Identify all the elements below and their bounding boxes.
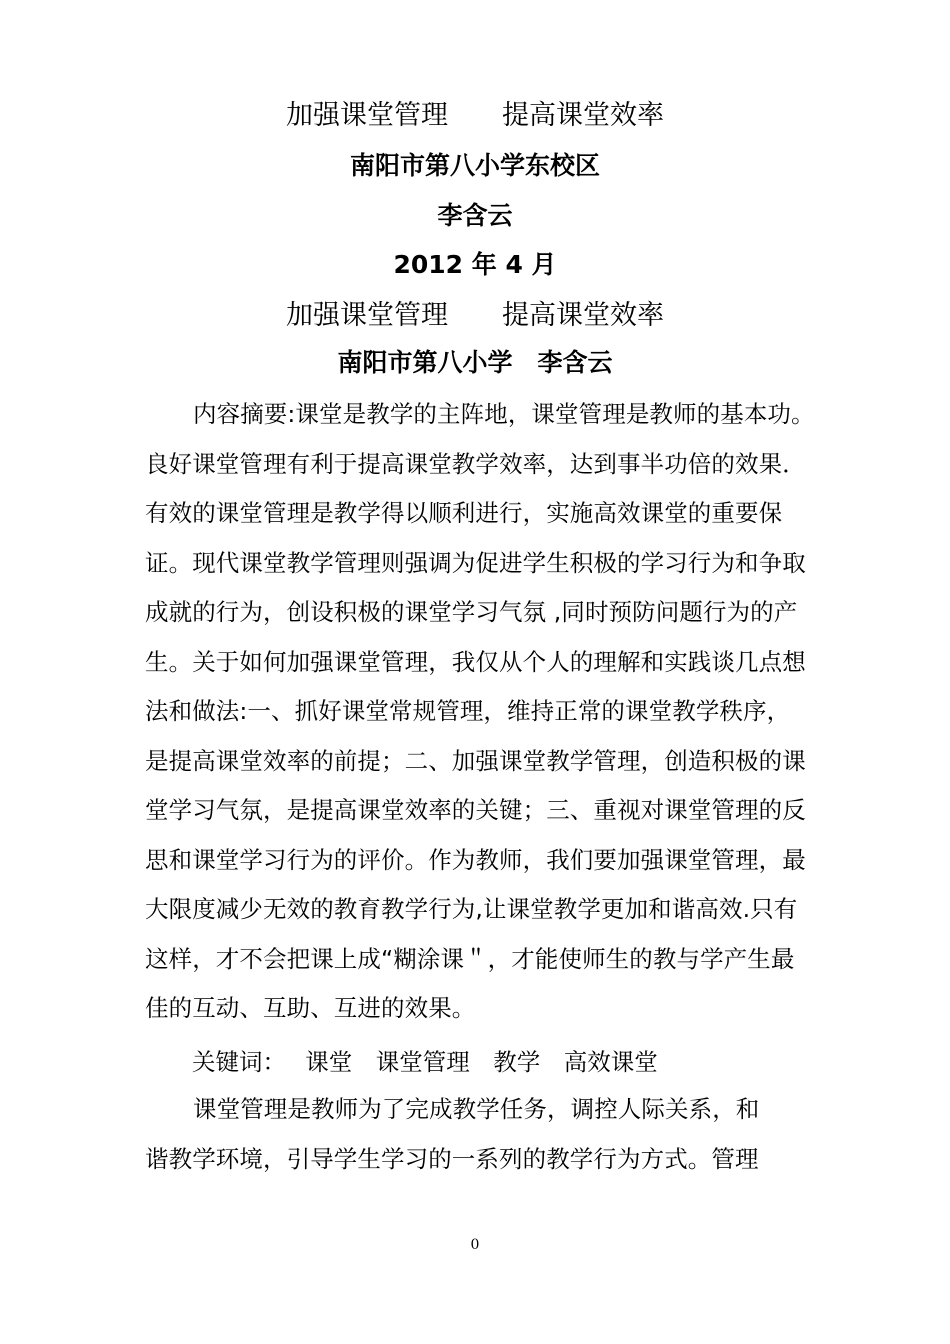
- abstract-line: 是提高课堂效率的前提；二、加强课堂教学管理，创造积极的课: [145, 746, 806, 775]
- body-paragraph: [145, 1085, 825, 1184]
- body-line: 谐教学环境，引导学生学习的一系列的教学行为方式。管理: [145, 1144, 759, 1173]
- abstract-line: 思和课堂学习行为的评价。作为教师，我们要加强课堂管理，最: [145, 845, 806, 874]
- abstract-line: 内容摘要:课堂是教学的主阵地，课堂管理是教师的基本功。: [193, 400, 815, 428]
- document-title: 加强课堂管理 提高课堂效率: [286, 100, 664, 131]
- school-author-line: 南阳市第八小学 李含云: [337, 348, 613, 377]
- abstract-line: 大限度减少无效的教育教学行为,让课堂教学更加和谐高效.只有: [145, 895, 798, 923]
- document-date: 2012 年 4 月: [393, 250, 557, 279]
- abstract-line: 这样，才不会把课上成“糊涂课＂，才能使师生的教与学产生最: [145, 944, 795, 973]
- body-line: 课堂管理是教师为了完成教学任务，调控人际关系，和: [193, 1095, 760, 1123]
- article-title: 加强课堂管理 提高课堂效率: [286, 300, 664, 331]
- abstract-line: 生。关于如何加强课堂管理，我仅从个人的理解和实践谈几点想: [145, 647, 806, 676]
- abstract-line: 有效的课堂管理是教学得以顺利进行，实施高效课堂的重要保: [145, 499, 783, 527]
- abstract-line: 良好课堂管理有利于提高课堂教学效率，达到事半功倍的效果．: [145, 449, 806, 478]
- abstract-line: 佳的互动、互助、互进的效果。: [145, 994, 476, 1022]
- author-name: 李含云: [437, 201, 513, 230]
- keywords-line: 关键词： 课堂 课堂管理 教学 高效课堂: [192, 1048, 658, 1076]
- page-number: 0: [470, 1237, 480, 1253]
- abstract-line: 法和做法:一、抓好课堂常规管理，维持正常的课堂教学秩序，: [145, 697, 791, 725]
- abstract: [145, 390, 825, 1034]
- school-name: 南阳市第八小学东校区: [349, 151, 600, 180]
- abstract-line: 证。现代课堂教学管理则强调为促进学生积极的学习行为和争取: [145, 548, 806, 577]
- abstract-line: 堂学习气氛，是提高课堂效率的关键；三、重视对课堂管理的反: [145, 796, 806, 824]
- abstract-line: 成就的行为，创设积极的课堂学习气氛 ,同时预防问题行为的产: [145, 598, 798, 626]
